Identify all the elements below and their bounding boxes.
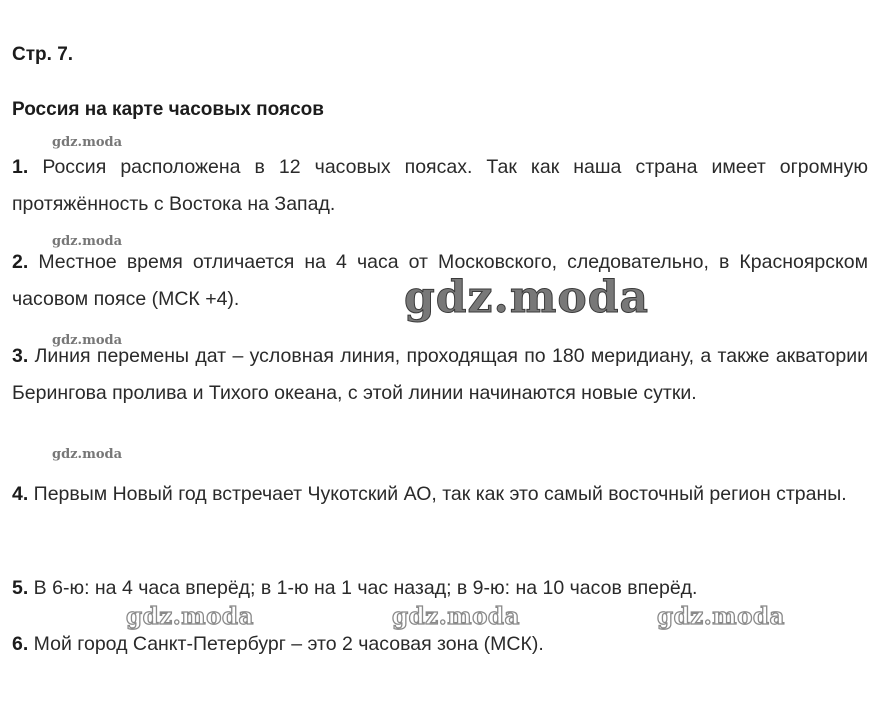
answer-number: 6.: [12, 633, 29, 655]
page-number: Стр. 7.: [12, 44, 74, 65]
answer-2: [12, 244, 868, 318]
answer-text: Россия расположена в 12 часовых поясах. Так как наша страна имеет огромную протяжённость с Востока на Запад.: [12, 156, 868, 215]
watermark-large: gdz.moda: [404, 272, 650, 323]
answer-number: 5.: [12, 577, 29, 599]
watermark: gdz.moda: [52, 447, 123, 462]
page-title: Россия на карте часовых поясов: [12, 99, 324, 120]
answer-1: [12, 149, 868, 223]
answer-text: Местное время отличается на 4 часа от Московского, следовательно, в Красноярском часовом поясе (МСК +4).: [12, 251, 868, 310]
answer-3: [12, 338, 868, 412]
answer-text: В 6-ю: на 4 часа вперёд; в 1-ю на 1 час назад; в 9-ю: на 10 часов вперёд.: [28, 577, 698, 599]
answer-number: 1.: [12, 156, 29, 178]
watermark: gdz.moda: [52, 333, 123, 348]
answer-number: 3.: [12, 345, 29, 367]
answer-5: [12, 570, 868, 607]
watermark: gdz.moda: [657, 603, 785, 630]
watermark: gdz.moda: [126, 603, 254, 630]
answer-6: [12, 626, 868, 663]
watermark: gdz.moda: [392, 603, 520, 630]
watermark: gdz.moda: [52, 234, 123, 249]
answer-text: Мой город Санкт-Петербург – это 2 часовая зона (МСК).: [28, 633, 544, 655]
answer-4: [12, 476, 868, 513]
answer-number: 2.: [12, 251, 29, 273]
answer-text: Первым Новый год встречает Чукотский АО, так как это самый восточный регион страны.: [28, 483, 847, 505]
answer-text: Линия перемены дат – условная линия, проходящая по 180 меридиану, а также акватории Берингова пролива и Тихого океана, с этой линии начинаются новые сутки.: [12, 345, 868, 404]
answer-number: 4.: [12, 483, 29, 505]
watermark: gdz.moda: [52, 135, 123, 150]
